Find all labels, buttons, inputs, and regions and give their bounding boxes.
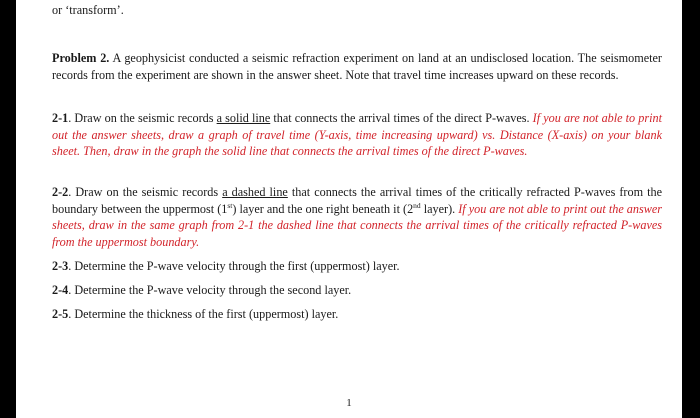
page-number: 1 [346,397,352,409]
question-2-5: 2-5. Determine the thickness of the first (uppermost) layer. [52,307,339,321]
dashed-line-emphasis: a dashed line [222,185,288,199]
question-2-3-number: 2-3 [52,259,69,273]
question-2-2-number: 2-2 [52,185,69,199]
right-dark-border [682,0,700,418]
question-2-1-alternate-instructions: If you are not able to print out the answer sheets, draw a graph of travel time (Y-axis, time increasing upward) vs. Distance (X-axis) on your blank sheet. Then, draw in the graph the solid line that connects the arrival times of the direct P-waves. [52,111,662,158]
question-2-2: 2-2. Draw on the seismic records a dashed line that connects the arrival times of the critically refracted P-waves from the boundary between the uppermost (1st) layer and the one right beneath it (2nd layer). If you are not able to print out the answer sheets, draw in the same graph from 2-1 the dashed line that connects the arrival times of the critically refracted P-waves from the uppermost boundary. [52,185,662,249]
problem-2-label: Problem 2. [52,51,110,65]
left-dark-border [0,0,16,418]
problem-2-text: A geophysicist conducted a seismic refraction experiment on land at an undisclosed location. The seismometer records from the experiment are shown in the answer sheet. Note that travel time increases upward on these records. [52,51,662,82]
question-2-4: 2-4. Determine the P-wave velocity through the second layer. [52,283,352,297]
question-2-1-number: 2-1 [52,111,69,125]
question-2-2-alternate-instructions: If you are not able to print out the answer sheets, draw in the same graph from 2-1 the dashed line that connects the arrival times of the critically refracted P-waves from the uppermost boundary. [52,201,662,249]
solid-line-emphasis: a solid line [216,111,271,125]
question-2-5-number: 2-5 [52,307,69,321]
problem-2-intro [52,50,662,83]
question-2-1: 2-1. Draw on the seismic records a solid line that connects the arrival times of the direct P-waves. If you are not able to print out the answer sheets, draw a graph of travel time (Y-axis, time increasing upward) vs. Distance (X-axis) on your blank sheet. Then, draw in the graph the solid line that connects the arrival times of the direct P-waves. [52,111,662,158]
question-2-3: 2-3. Determine the P-wave velocity through the first (uppermost) layer. [52,259,400,273]
question-2-4-number: 2-4 [52,283,69,297]
document-page [16,0,682,418]
previous-page-fragment: or ‘transform’. [52,3,124,17]
